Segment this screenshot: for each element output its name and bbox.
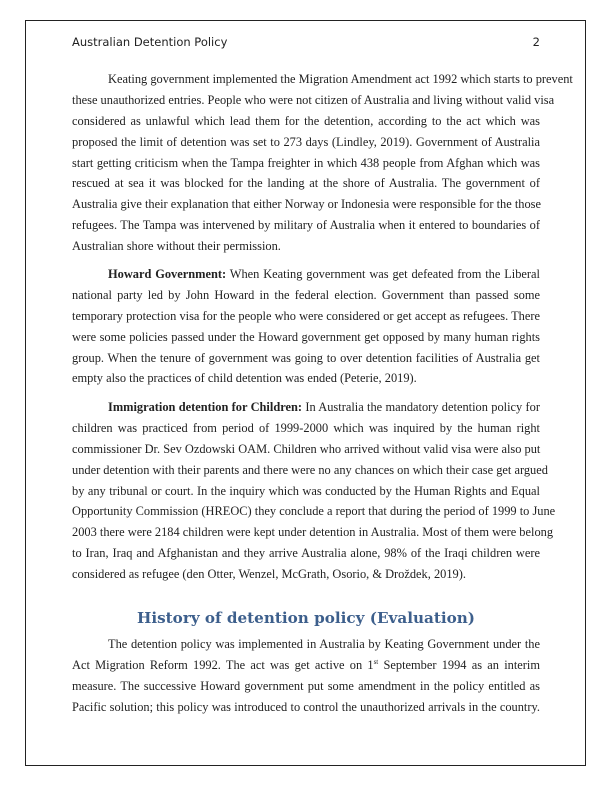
- line-text: refugees. The Tampa was intervened by military of Australia when it entered to boundaries of: [72, 218, 540, 233]
- line-text: Pacific solution; this policy was introduced to control the unauthorized arrivals in the country.: [72, 699, 540, 714]
- line-text: Keating government implemented the Migration Amendment act 1992 which starts to prevent: [108, 72, 573, 86]
- text-line: [72, 460, 548, 481]
- line-text: considered as refugee (den Otter, Wenzel, McGrath, Osorio, & Droždek, 2019).: [72, 567, 466, 582]
- text-line: [72, 153, 540, 174]
- text-line: [72, 132, 540, 153]
- line-text: Opportunity Commission (HREOC) they conclude a report that during the period of 1999 to June: [72, 504, 556, 519]
- paragraph-lead: Howard Government:: [108, 267, 227, 281]
- text-line: [72, 236, 540, 257]
- text-line: [72, 655, 540, 676]
- line-text: The detention policy was implemented in Australia by Keating Government under the: [108, 637, 540, 651]
- text-line: [72, 348, 540, 369]
- line-text: national party led by John Howard in the federal election. Government than passed some: [72, 287, 540, 302]
- text-line: [72, 306, 540, 327]
- section-heading: History of detention policy (Evaluation): [137, 609, 475, 627]
- text-line: [72, 501, 556, 522]
- text-line: [72, 697, 540, 718]
- paragraph-children-detention: [72, 397, 556, 585]
- line-text: under detention with their parents and there were no any chances on which their case get argued: [72, 462, 548, 477]
- line-text: these unauthorized entries. People who were not citizen of Australia and living without valid visa: [72, 92, 555, 107]
- text-line: [72, 69, 573, 90]
- line-text: In Australia the mandatory detention policy for: [302, 400, 540, 414]
- line-text: commissioner Dr. Sev Ozdowski OAM. Children who arrived without valid visa were also put: [72, 441, 541, 456]
- text-line: [72, 439, 540, 460]
- text-line: [72, 327, 540, 348]
- text-line: [72, 397, 540, 418]
- line-text: 2003 there were 2184 children were kept under detention in Australia. Most of them were belong: [72, 525, 554, 540]
- line-text: considered as unlawful which lead them for the detention, according to the act which was: [72, 113, 540, 128]
- line-text: rescued at sea it was blocked for the landing at the shore of Australia. The government of: [72, 176, 540, 191]
- paragraph-history: [72, 634, 540, 718]
- text-line: [72, 194, 540, 215]
- text-line: [72, 215, 540, 236]
- line-text: empty also the practices of child detention was ended (Peterie, 2019).: [72, 371, 417, 386]
- text-line: [72, 634, 540, 655]
- line-text: When Keating government was get defeated from the Liberal: [226, 267, 540, 281]
- text-line: [72, 676, 540, 697]
- text-line: [72, 173, 540, 194]
- line-text: start getting criticism when the Tampa freighter in which 438 people from Afghan which was: [72, 155, 540, 170]
- line-text: Australia give their explanation that either Norway or Indonesia were responsible for the those: [72, 197, 541, 212]
- text-line: [72, 285, 540, 306]
- paragraph-howard-government: [72, 264, 540, 389]
- text-line: [72, 564, 540, 585]
- text-line: [72, 368, 540, 389]
- line-text: Act Migration Reform 1992. The act was get active on 1: [72, 657, 374, 672]
- line-text: group. When the tenure of government was going to over detention facilities of Australia get: [72, 350, 540, 365]
- running-header-title: Australian Detention Policy: [72, 35, 228, 49]
- text-line: [72, 90, 555, 111]
- paragraph-keating: [72, 69, 573, 257]
- superscript: st: [373, 657, 379, 666]
- page-number: 2: [532, 35, 540, 49]
- text-line: [72, 522, 554, 543]
- text-line: [72, 543, 540, 564]
- line-text: September 1994 as an interim: [378, 657, 540, 672]
- text-line: [72, 481, 540, 502]
- line-text: proposed the limit of detention was set to 273 days (Lindley, 2019). Government of Australia: [72, 134, 540, 149]
- line-text: measure. The successive Howard government put some amendment in the policy entitled as: [72, 678, 540, 693]
- text-line: [72, 111, 540, 132]
- line-text: Australian shore without their permission.: [72, 239, 281, 254]
- line-text: children was practiced from period of 1999-2000 which was inquired by the human right: [72, 420, 540, 435]
- line-text: to Iran, Iraq and Afghanistan and they arrive Australia alone, 98% of the Iraqi children were: [72, 546, 540, 561]
- line-text: temporary protection visa for the people who were considered or get accept as refugees. There: [72, 308, 540, 323]
- line-text: by any tribunal or court. In the inquiry which was conducted by the Human Rights and Equal: [72, 483, 540, 498]
- text-line: [72, 264, 540, 285]
- line-text: were some policies passed under the Howard government get opposed by many human rights: [72, 329, 540, 344]
- paragraph-lead: Immigration detention for Children:: [108, 400, 302, 414]
- text-line: [72, 418, 540, 439]
